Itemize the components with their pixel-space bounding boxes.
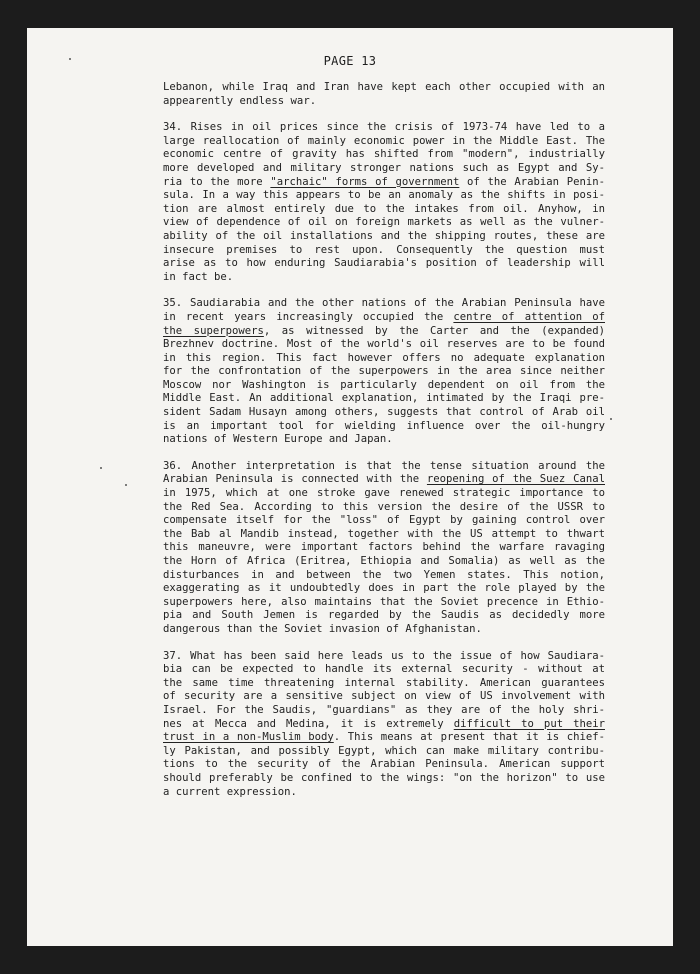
text-line: the superpowers, as witnessed by the Carter and the (expanded) <box>163 324 605 337</box>
text-line: 37. What has been said here leads us to the issue of how Saudiara- <box>163 649 605 662</box>
text-line: ability of the oil installations and the shipping routes, these are <box>163 229 605 242</box>
paper-speck <box>125 484 127 486</box>
text-line: Brezhnev doctrine. Most of the world's oil reserves are to be found <box>163 338 605 351</box>
paragraph <box>163 460 605 637</box>
underlined-phrase: the superpowers <box>163 324 264 337</box>
text-line: exaggerating as it undoubtedly does in part the role played by the <box>163 582 605 595</box>
text-line: trust in a non-Muslim body. This means at present that it is chief- <box>163 731 605 744</box>
text-line: appearently endless war. <box>163 94 317 107</box>
text-line: in this region. This fact however offers no adequate explanation <box>163 351 605 364</box>
text-line: Lebanon, while Iraq and Iran have kept each other occupied with an <box>163 81 605 93</box>
underlined-phrase: reopening of the Suez Canal <box>426 473 605 486</box>
text-line: sula. In a way this appears to be an anomaly as the shifts in posi- <box>163 189 605 202</box>
text-line: is an important tool for wielding influence over the oil-hungry <box>163 419 605 432</box>
text-line: the Horn of Africa (Eritrea, Ethiopia and Somalia) as well as the <box>163 555 605 567</box>
text-line: in recent years increasingly occupied the centre of attention of <box>163 310 605 323</box>
text-line: in fact be. <box>163 270 234 283</box>
paragraph <box>163 297 605 447</box>
page-number-header: PAGE 13 <box>323 54 377 68</box>
text-line: 36. Another interpretation is that the tense situation around the <box>163 459 605 472</box>
paper-speck <box>100 467 102 469</box>
page-body-text <box>163 81 605 812</box>
text-line: Arabian Peninsula is connected with the reopening of the Suez Canal <box>163 473 605 486</box>
text-line: ly Pakistan, and possibly Egypt, which can make military contribu- <box>163 744 605 757</box>
text-line: should preferably be confined to the wings: "on the horizon" to use <box>163 771 605 784</box>
paragraph <box>163 81 605 108</box>
text-line: view of dependence of oil on foreign markets as well as the vulner- <box>163 216 605 229</box>
paper-speck <box>610 418 612 420</box>
text-line: disturbances in and between the two Yemen states. This notion, <box>163 568 605 581</box>
text-line: Israel. For the Saudis, "guardians" as they are of the holy shri- <box>163 703 605 716</box>
text-line: bia can be expected to handle its external security - without at <box>163 663 605 676</box>
text-line: nes at Mecca and Medina, it is extremely difficult to put their <box>163 717 605 730</box>
text-line: the same time threatening internal stability. American guarantees <box>163 676 605 689</box>
document-page <box>27 28 673 946</box>
paragraph <box>163 650 605 800</box>
underlined-phrase: centre of attention of <box>453 310 605 323</box>
text-line: Middle East. An additional explanation, intimated by the Iraqi pre- <box>163 392 605 405</box>
paper-speck <box>69 58 71 60</box>
text-line: in 1975, which at one stroke gave renewed strategic importance to <box>163 487 605 500</box>
text-line: for the confrontation of the superpowers in the area since neither <box>163 365 605 378</box>
underlined-phrase: difficult to put their <box>453 717 605 730</box>
text-line: 34. Rises in oil prices since the crisis of 1973-74 have led to a <box>163 121 605 134</box>
text-line: ria to the more "archaic" forms of government of the Arabian Penin- <box>163 175 605 188</box>
text-line: pia and South Jemen is regarded by the Saudis as decidedly more <box>163 609 605 622</box>
paragraph <box>163 121 605 284</box>
text-line: 35. Saudiarabia and the other nations of the Arabian Peninsula have <box>163 297 605 310</box>
text-line: sident Sadam Husayn among others, suggests that control of Arab oil <box>163 406 605 419</box>
text-line: Moscow nor Washington is particularly dependent on oil from the <box>163 378 605 391</box>
underlined-phrase: "archaic" forms of government <box>270 175 460 188</box>
text-line: compensate itself for the "loss" of Egypt by gaining control over <box>163 514 605 527</box>
text-line: of security are a sensitive subject on view of US involvement with <box>163 690 605 703</box>
text-line: insecure premises to rest upon. Consequently the question must <box>163 243 605 256</box>
text-line: arise as to how enduring Saudiarabia's position of leadership will <box>163 257 605 270</box>
text-line: the Red Sea. According to this version the desire of the USSR to <box>163 500 605 513</box>
text-line: this maneuvre, were important factors behind the warfare ravaging <box>163 541 605 554</box>
text-line: a current expression. <box>163 785 297 798</box>
underlined-phrase: trust in a non-Muslim body <box>163 731 334 744</box>
text-line: tions to the security of the Arabian Peninsula. American support <box>163 758 605 771</box>
text-line: more developed and military stronger nations such as Egypt and Sy- <box>163 161 605 174</box>
text-line: the Bab al Mandib instead, together with the US attempt to thwart <box>163 527 605 540</box>
text-line: large reallocation of mainly economic power in the Middle East. The <box>163 134 605 147</box>
text-line: dangerous than the Soviet invasion of Afghanistan. <box>163 622 482 635</box>
text-line: tion are almost entirely due to the intakes from oil. Anyhow, in <box>163 202 605 215</box>
text-line: nations of Western Europe and Japan. <box>163 433 393 446</box>
text-line: superpowers here, also maintains that the Soviet precence in Ethio- <box>163 595 605 608</box>
text-line: economic centre of gravity has shifted from "modern", industrially <box>163 148 605 161</box>
